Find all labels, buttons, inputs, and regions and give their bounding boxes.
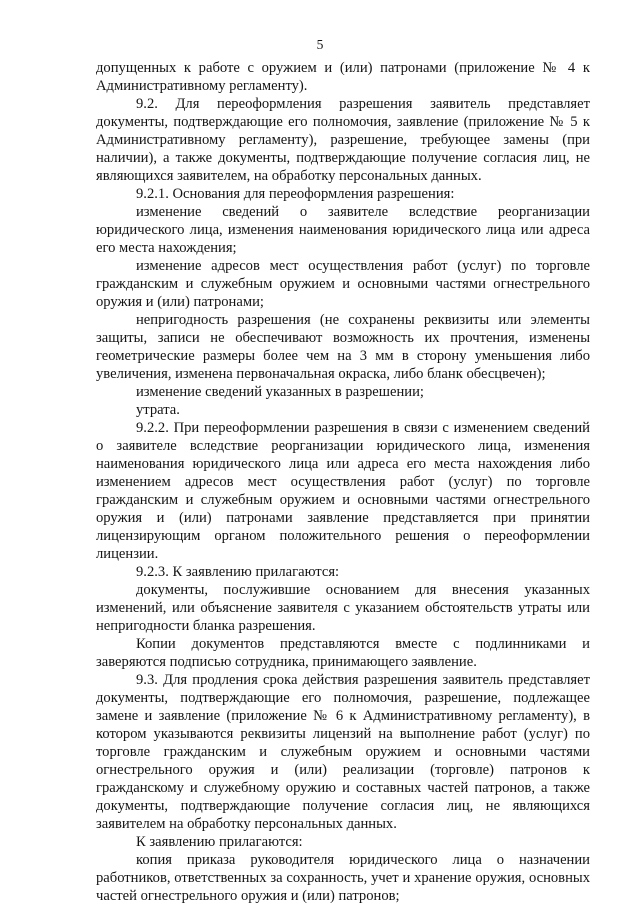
list-item-data-change: изменение сведений указанных в разрешении; <box>136 384 424 400</box>
list-item-reorganization: изменение сведений о заявителе вследствие реорганизации юридического лица, изменения наименования юридического лица или адреса его места нахождения; <box>96 204 590 256</box>
list-item-unfit-permit: непригодность разрешения (не сохранены реквизиты или элементы защиты, записи не обеспечивают возможность их прочтения, изменены геометрические размеры более чем на 3 мм в сторону уменьшения либо увеличения, изменена первоначальная окраска, либо бланк обесцвечен); <box>96 312 590 382</box>
paragraph-9-2-3: 9.2.3. К заявлению прилагаются: <box>136 564 340 580</box>
list-item-order-copy: копия приказа руководителя юридического лица о назначении работников, ответственных за сохранность, учет и хранение оружия, основных частей огнестрельного оружия и (или) патронов; <box>96 852 590 904</box>
paragraph-9-2: 9.2. Для переоформления разрешения заявитель представляет документы, подтверждающие его полномочия, заявление (приложение № 5 к Административному регламенту), разрешение, требующее замены (при наличии), а также документы, подтверждающие получение согласия лиц, не являющихся заявителем, на обработку персональных данных. <box>96 96 590 184</box>
list-item-documents: документы, послужившие основанием для внесения указанных изменений, или объяснение заявителя с указанием обстоятельств утраты или непригодности бланка разрешения. <box>96 582 590 634</box>
paragraph-copies: Копии документов представляются вместе с подлинниками и заверяются подписью сотрудника, принимающего заявление. <box>96 636 590 670</box>
document-body <box>96 59 590 905</box>
list-item-address-change: изменение адресов мест осуществления работ (услуг) по торговле гражданским и служебным оружием и основными частями огнестрельного оружия и (или) патронами; <box>96 258 590 310</box>
page-number: 5 <box>316 37 324 52</box>
paragraph-9-2-1: 9.2.1. Основания для переоформления разрешения: <box>136 186 455 202</box>
paragraph-9-2-2: 9.2.2. При переоформлении разрешения в связи с изменением сведений о заявителе вследствие реорганизации юридического лица, изменения наименования юридического лица или адреса его места нахождения либо изменением адресов мест осуществления работ (услуг) по торговле гражданским и служебным оружием и основными частями огнестрельного оружия и (или) патронами заявление представляется при принятии лицензирующим органом положительного решения о переоформлении лицензии. <box>96 420 590 562</box>
paragraph-attachments: К заявлению прилагаются: <box>136 834 303 850</box>
list-item-loss: утрата. <box>136 402 180 418</box>
paragraph-continuation: допущенных к работе с оружием и (или) патронами (приложение № 4 к Административному регламенту). <box>96 60 590 94</box>
paragraph-9-3: 9.3. Для продления срока действия разрешения заявитель представляет документы, подтверждающие его полномочия, разрешение, подлежащее замене и заявление (приложение № 6 к Административному регламенту), в котором указываются реквизиты лицензий на выполнение работ (услуг) по торговле гражданским и служебным оружием и основными частями огнестрельного оружия и (или) реализации (торговле) патронов к гражданскому и служебному оружию и составных частей патронов, а также документы, подтверждающие получение согласия лиц, не являющихся заявителем на обработку персональных данных. <box>96 672 590 832</box>
